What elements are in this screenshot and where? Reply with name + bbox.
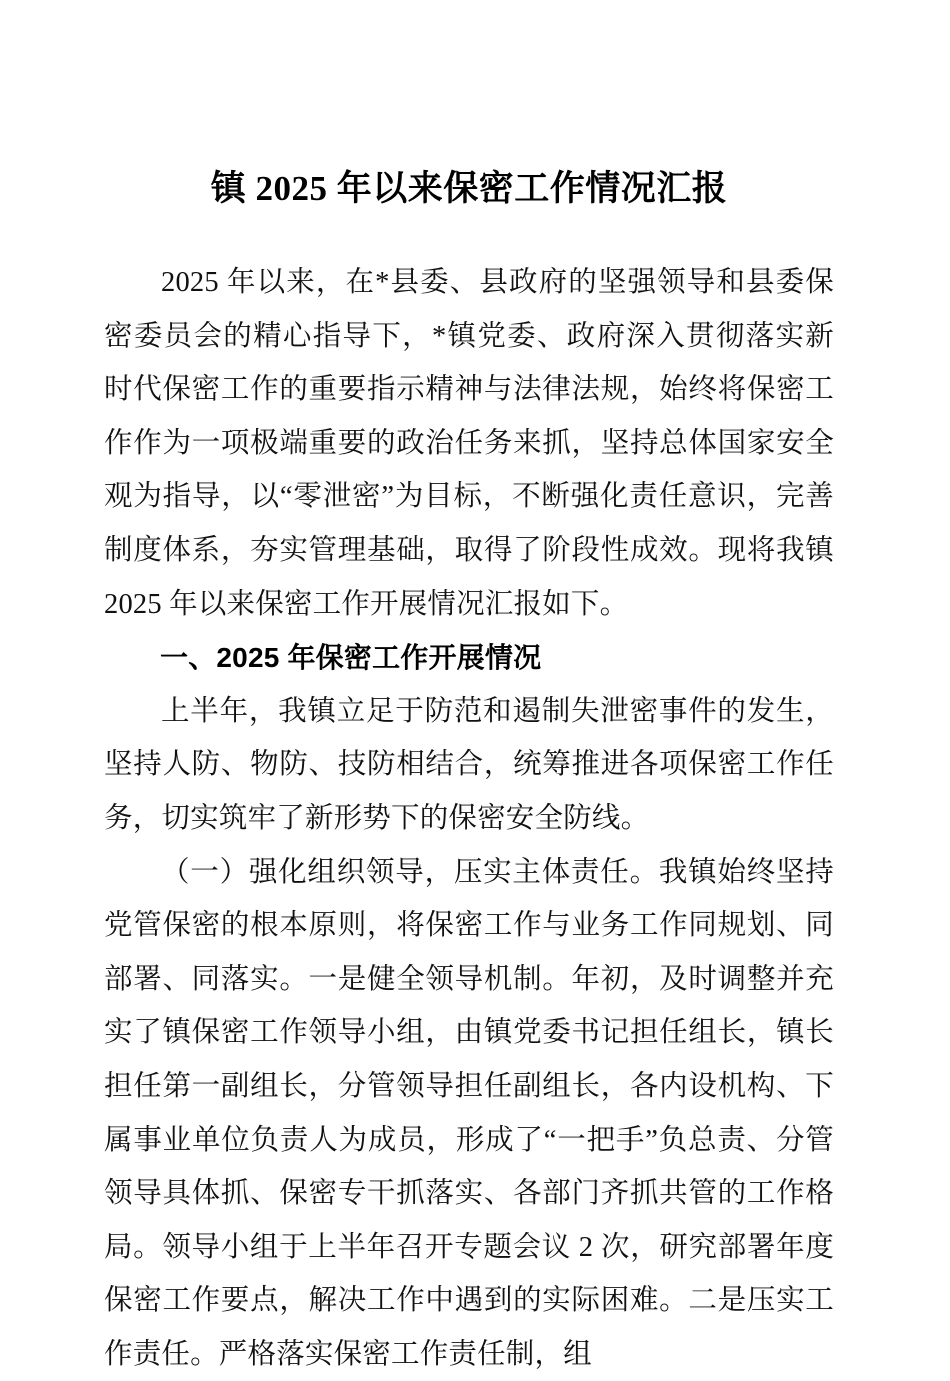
paragraph-section-one-lead: 上半年，我镇立足于防范和遏制失泄密事件的发生，坚持人防、物防、技防相结合，统筹推进各项保密工作任务，切实筑牢了新形势下的保密安全防线。 — [104, 695, 834, 834]
document-content-area — [104, 0, 834, 1381]
heading-section-one: 一、2025 年保密工作开展情况 — [160, 642, 542, 674]
paragraph-intro: 2025 年以来，在*县委、县政府的坚强领导和县委保密委员会的精心指导下，*镇党委、政府深入贯彻落实新时代保密工作的重要指示精神与法律法规，始终将保密工作作为一项极端重要的政治任务来抓，坚持总体国家安全观为指导，以“零泄密”为目标，不断强化责任意识，完善制度体系，夯实管理基础，取得了阶段性成效。现将我镇 2025 年以来保密工作开展情况汇报如下。 — [104, 267, 834, 620]
page-title: 镇 2025 年以来保密工作情况汇报 — [210, 169, 728, 208]
paragraph-subsection-one: （一）强化组织领导，压实主体责任。我镇始终坚持党管保密的根本原则，将保密工作与业务工作同规划、同部署、同落实。一是健全领导机制。年初，及时调整并充实了镇保密工作领导小组，由镇党委书记担任组长，镇长担任第一副组长，分管领导担任副组长，各内设机构、下属事业单位负责人为成员，形成了“一把手”负总责、分管领导具体抓、保密专干抓落实、各部门齐抓共管的工作格局。领导小组于上半年召开专题会议 2 次，研究部署年度保密工作要点，解决工作中遇到的实际困难。二是压实工作责任。严格落实保密工作责任制，组 — [104, 856, 834, 1370]
